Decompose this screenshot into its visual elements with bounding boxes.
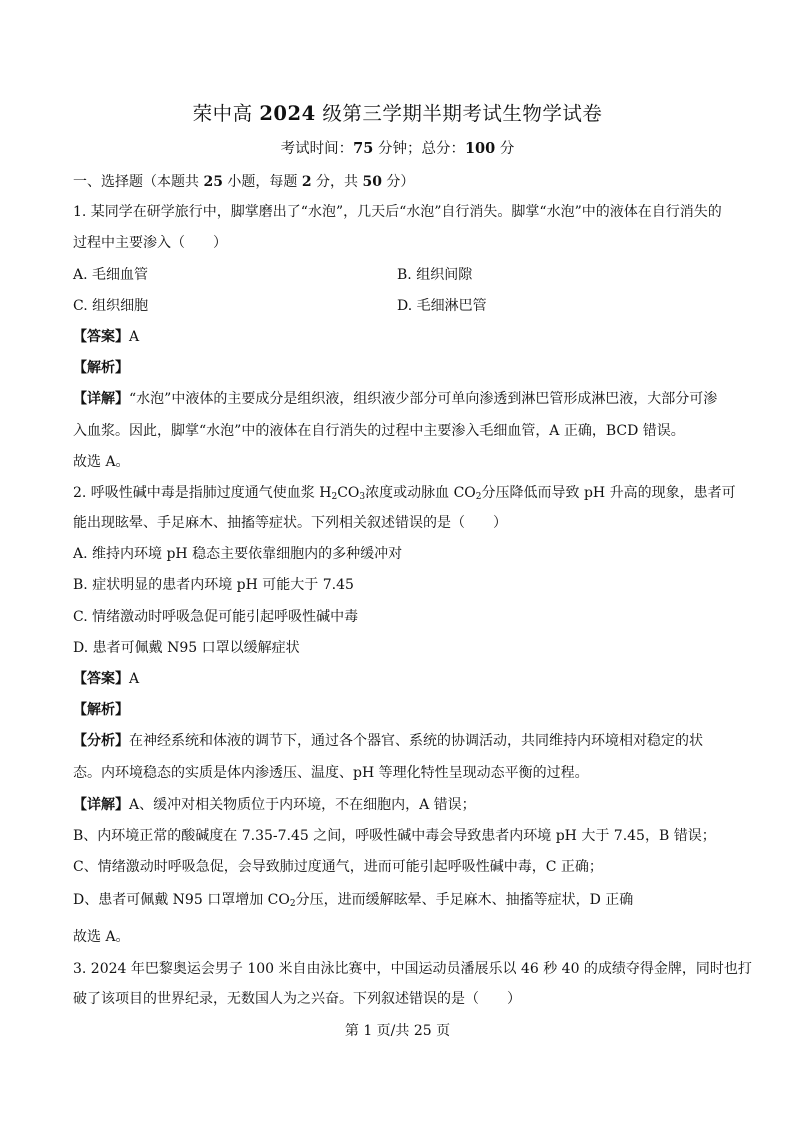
exam-info: 考试时间：75 分钟；总分：100 分 [280,140,515,157]
q2-analysis-heading: 【解析】 [73,702,129,718]
q2-conclusion: 故选 A。 [73,929,130,945]
q2-option-b: B. 症状明显的患者内环境 pH 可能大于 7.45 [73,577,354,593]
q2-stem-line2: 能出现眩晕、手足麻木、抽搐等症状。下列相关叙述错误的是（ ） [73,515,507,531]
q1-option-b: B. 组织间隙 [397,267,473,283]
q3-stem-line1: 3. 2024 年巴黎奥运会男子 100 米自由泳比赛中，中国运动员潘展乐以 46 秒 40 的成绩夺得金牌，同时也打 [73,961,752,977]
q2-option-d: D. 患者可佩戴 N95 口罩以缓解症状 [73,640,300,656]
q2-fenxi-line1: 【分析】在神经系统和体液的调节下，通过各个器官、系统的协调活动，共同维持内环境相对稳定的状 [73,733,703,749]
q1-analysis-heading: 【解析】 [73,360,129,376]
q2-stem-line1: 2. 呼吸性碱中毒是指肺过度通气使血浆 $H_2CO_3$浓度或动脉血 $CO_2$分压降低而导致 pH 升高的现象，患者可 [73,485,736,502]
q2-answer: 【答案】A [73,671,140,687]
q2-detail-d: D、患者可佩戴 N95 口罩增加 $CO_2$分压，进而缓解眩晕、手足麻木、抽搐等症状，D 正确 [73,892,634,909]
q3-stem-line2: 破了该项目的世界纪录，无数国人为之兴奋。下列叙述错误的是（ ） [73,991,521,1007]
q2-detail-c: C、情绪激动时呼吸急促，会导致肺过度通气，进而可能引起呼吸性碱中毒，C 正确； [73,859,603,875]
section-heading: 一、选择题（本题共 25 小题，每题 2 分，共 50 分） [73,174,415,190]
q2-option-c: C. 情绪激动时呼吸急促可能引起呼吸性碱中毒 [73,609,359,625]
q1-stem-line2: 过程中主要渗入（ ） [73,235,227,251]
q1-option-d: D. 毛细淋巴管 [397,298,487,314]
q1-stem-line1: 1. 某同学在研学旅行中，脚掌磨出了“水泡”，几天后“水泡”自行消失。脚掌“水泡”中的液体在自行消失的 [73,204,722,220]
q1-detail-line1: 【详解】“水泡”中液体的主要成分是组织液，组织液少部分可单向渗透到淋巴管形成淋巴液，大部分可渗 [73,391,718,407]
q1-conclusion: 故选 A。 [73,454,130,470]
q1-answer: 【答案】A [73,329,140,345]
exam-title: 荣中高 2024 级第三学期半期考试生物学试卷 [192,102,603,125]
q2-detail-b: B、内环境正常的酸碱度在 7.35-7.45 之间，呼吸性碱中毒会导致患者内环境 pH 大于 7.45，B 错误； [73,828,716,844]
q1-option-a: A. 毛细血管 [73,267,149,283]
q1-option-c: C. 组织细胞 [73,298,149,314]
q1-detail-line2: 入血浆。因此，脚掌“水泡”中的液体在自行消失的过程中主要渗入毛细血管，A 正确，BCD 错误。 [73,423,685,439]
q2-option-a: A. 维持内环境 pH 稳态主要依靠细胞内的多种缓冲对 [73,546,403,562]
page-footer: 第 1 页/共 25 页 [344,1023,451,1039]
q2-fenxi-line2: 态。内环境稳态的实质是体内渗透压、温度、pH 等理化特性呈现动态平衡的过程。 [73,765,589,781]
q2-detail-a: 【详解】A、缓冲对相关物质位于内环境，不在细胞内，A 错误； [73,797,476,813]
